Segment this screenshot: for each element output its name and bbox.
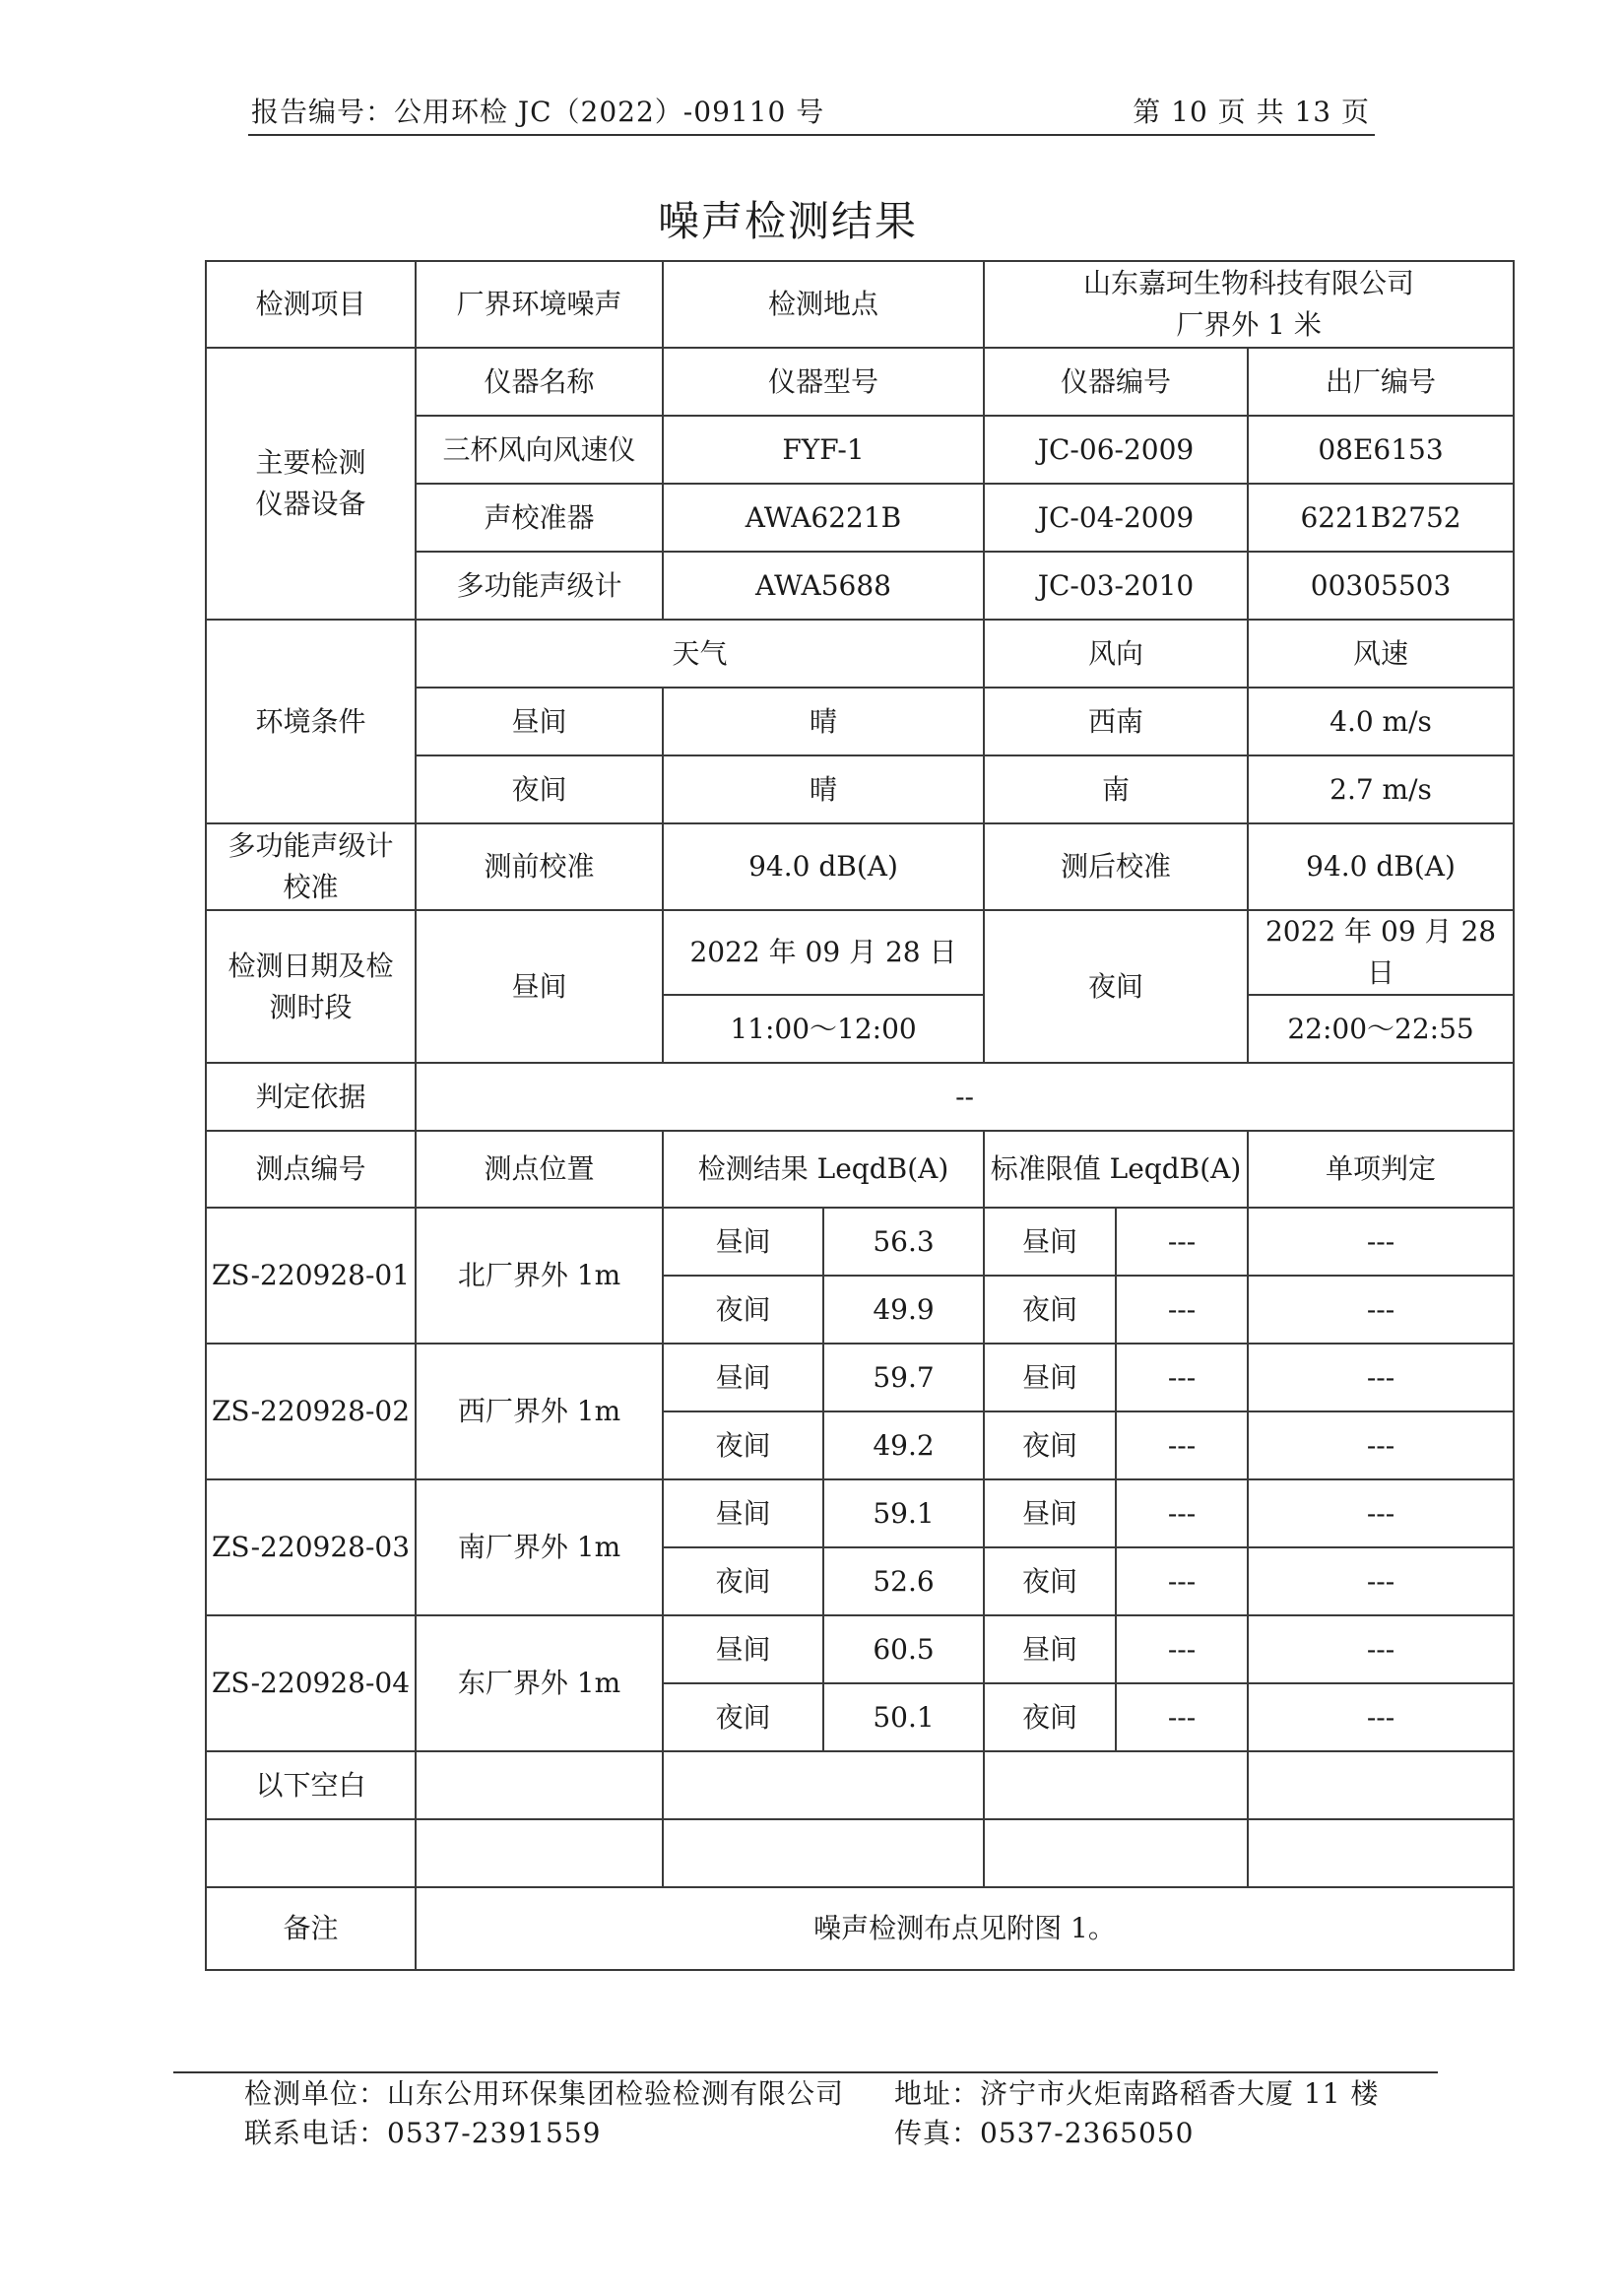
day-date: 2022 年 09 月 28 日: [663, 910, 984, 995]
point-location: 东厂界外 1m: [416, 1615, 663, 1751]
judgment-value: ---: [1248, 1479, 1514, 1547]
blank-cell: [984, 1751, 1248, 1819]
remarks-row: [206, 1887, 1514, 1970]
result-value: 59.7: [823, 1344, 984, 1411]
instruments-label-line1: 主要检测: [255, 446, 366, 479]
limit-value: ---: [1116, 1344, 1248, 1411]
result-value: 52.6: [823, 1547, 984, 1615]
limit-value: ---: [1116, 1547, 1248, 1615]
result-value: 59.1: [823, 1479, 984, 1547]
site-value: [984, 261, 1514, 348]
night-time: 22:00～22:55: [1248, 995, 1514, 1063]
remarks-value: 噪声检测布点见附图 1。: [416, 1887, 1514, 1970]
result-value: 49.9: [823, 1276, 984, 1344]
period-label: 夜间: [663, 1683, 823, 1751]
point-location: 北厂界外 1m: [416, 1208, 663, 1344]
blank-cell: [1248, 1819, 1514, 1887]
blank-row: [206, 1751, 1514, 1819]
instruments-label: [206, 348, 416, 620]
weather-header: 天气: [416, 620, 984, 688]
basis-value: --: [416, 1063, 1514, 1131]
limit-period-label: 夜间: [984, 1276, 1116, 1344]
result-row: [206, 1208, 1514, 1276]
instrument-serial: 00305503: [1248, 552, 1514, 620]
blank-cell: [416, 1819, 663, 1887]
period-label: 夜间: [663, 1547, 823, 1615]
post-calibration-label: 测后校准: [984, 823, 1248, 910]
limit-header: 标准限值 LeqdB(A): [984, 1131, 1248, 1208]
blank-label: 以下空白: [206, 1751, 416, 1819]
judgment-value: ---: [1248, 1615, 1514, 1683]
period-label: 昼间: [663, 1615, 823, 1683]
instrument-header-number: 仪器编号: [984, 348, 1248, 416]
footer-fax: 传真：0537-2365050: [894, 2117, 1195, 2149]
point-id: ZS-220928-03: [206, 1479, 416, 1615]
day-time: 11:00～12:00: [663, 995, 984, 1063]
results-header-row: [206, 1131, 1514, 1208]
limit-period-label: 昼间: [984, 1344, 1116, 1411]
limit-period-label: 昼间: [984, 1615, 1116, 1683]
instrument-number: JC-04-2009: [984, 484, 1248, 552]
instrument-number: JC-03-2010: [984, 552, 1248, 620]
wind-direction-value: 西南: [984, 688, 1248, 755]
calibration-label-line2: 校准: [283, 871, 339, 903]
date-label-line1: 检测日期及检: [227, 949, 394, 982]
point-location: 南厂界外 1m: [416, 1479, 663, 1615]
instrument-serial: 6221B2752: [1248, 484, 1514, 552]
limit-period-label: 夜间: [984, 1547, 1116, 1615]
limit-period-label: 昼间: [984, 1479, 1116, 1547]
weather-value: 晴: [663, 755, 984, 823]
point-id: ZS-220928-02: [206, 1344, 416, 1479]
item-label: 检测项目: [206, 261, 416, 348]
instrument-name: 多功能声级计: [416, 552, 663, 620]
instrument-header-name: 仪器名称: [416, 348, 663, 416]
result-header: 检测结果 LeqdB(A): [663, 1131, 984, 1208]
limit-value: ---: [1116, 1615, 1248, 1683]
instrument-header-serial: 出厂编号: [1248, 348, 1514, 416]
night-date: 2022 年 09 月 28 日: [1248, 910, 1514, 995]
noise-result-table: [205, 260, 1515, 1971]
wind-speed-value: 2.7 m/s: [1248, 755, 1514, 823]
period-label: 昼间: [416, 688, 663, 755]
pre-calibration-label: 测前校准: [416, 823, 663, 910]
result-row: [206, 1344, 1514, 1411]
period-label: 昼间: [663, 1479, 823, 1547]
judgment-value: ---: [1248, 1344, 1514, 1411]
limit-value: ---: [1116, 1208, 1248, 1276]
item-value: 厂界环境噪声: [416, 261, 663, 348]
environment-label: 环境条件: [206, 620, 416, 823]
point-location: 西厂界外 1m: [416, 1344, 663, 1479]
period-label: 夜间: [663, 1411, 823, 1479]
site-value-line1: 山东嘉珂生物科技有限公司: [1083, 267, 1415, 299]
result-value: 49.2: [823, 1411, 984, 1479]
basis-label: 判定依据: [206, 1063, 416, 1131]
calibration-row: [206, 823, 1514, 910]
instrument-header-model: 仪器型号: [663, 348, 984, 416]
weather-value: 晴: [663, 688, 984, 755]
period-label: 夜间: [416, 755, 663, 823]
period-label: 昼间: [663, 1208, 823, 1276]
day-period-label: 昼间: [416, 910, 663, 1063]
limit-value: ---: [1116, 1683, 1248, 1751]
environment-header-row: [206, 620, 1514, 688]
report-number: 报告编号：公用环检 JC（2022）-09110 号: [251, 96, 825, 128]
period-label: 昼间: [663, 1344, 823, 1411]
instrument-name: 三杯风向风速仪: [416, 416, 663, 484]
instrument-model: FYF-1: [663, 416, 984, 484]
limit-period-label: 昼间: [984, 1208, 1116, 1276]
blank-cell: [984, 1819, 1248, 1887]
site-value-line2: 厂界外 1 米: [1176, 308, 1322, 341]
header-rule: [248, 134, 1375, 136]
calibration-label: [206, 823, 416, 910]
blank-cell: [416, 1751, 663, 1819]
post-calibration-value: 94.0 dB(A): [1248, 823, 1514, 910]
judgment-value: ---: [1248, 1547, 1514, 1615]
remarks-label: 备注: [206, 1887, 416, 1970]
result-value: 56.3: [823, 1208, 984, 1276]
page-info: 第 10 页 共 13 页: [1133, 96, 1370, 128]
wind-speed-header: 风速: [1248, 620, 1514, 688]
info-row: [206, 261, 1514, 348]
blank-cell: [663, 1819, 984, 1887]
result-row: [206, 1479, 1514, 1547]
limit-value: ---: [1116, 1411, 1248, 1479]
wind-direction-value: 南: [984, 755, 1248, 823]
judgment-value: ---: [1248, 1683, 1514, 1751]
limit-value: ---: [1116, 1479, 1248, 1547]
wind-speed-value: 4.0 m/s: [1248, 688, 1514, 755]
blank-row: [206, 1819, 1514, 1887]
result-value: 60.5: [823, 1615, 984, 1683]
site-label: 检测地点: [663, 261, 984, 348]
date-label-line2: 测时段: [269, 990, 353, 1023]
point-id: ZS-220928-04: [206, 1615, 416, 1751]
judgment-value: ---: [1248, 1411, 1514, 1479]
limit-period-label: 夜间: [984, 1683, 1116, 1751]
date-label: [206, 910, 416, 1063]
instrument-serial: 08E6153: [1248, 416, 1514, 484]
result-row: [206, 1615, 1514, 1683]
judgment-value: ---: [1248, 1208, 1514, 1276]
period-label: 夜间: [663, 1276, 823, 1344]
judgment-header: 单项判定: [1248, 1131, 1514, 1208]
judgment-value: ---: [1248, 1276, 1514, 1344]
point-id: ZS-220928-01: [206, 1208, 416, 1344]
blank-cell: [1248, 1751, 1514, 1819]
limit-value: ---: [1116, 1276, 1248, 1344]
point-id-header: 测点编号: [206, 1131, 416, 1208]
night-period-label: 夜间: [984, 910, 1248, 1063]
footer-address: 地址：济宁市火炬南路稻香大厦 11 楼: [894, 2077, 1380, 2110]
pre-calibration-value: 94.0 dB(A): [663, 823, 984, 910]
wind-direction-header: 风向: [984, 620, 1248, 688]
instrument-model: AWA6221B: [663, 484, 984, 552]
instruments-label-line2: 仪器设备: [255, 488, 366, 520]
instrument-number: JC-06-2009: [984, 416, 1248, 484]
instrument-name: 声校准器: [416, 484, 663, 552]
blank-cell: [206, 1819, 416, 1887]
result-value: 50.1: [823, 1683, 984, 1751]
page-title: 噪声检测结果: [657, 197, 918, 245]
instrument-header-row: [206, 348, 1514, 416]
calibration-label-line1: 多功能声级计: [227, 829, 394, 862]
blank-cell: [663, 1751, 984, 1819]
limit-period-label: 夜间: [984, 1411, 1116, 1479]
footer-unit: 检测单位：山东公用环保集团检验检测有限公司: [244, 2077, 845, 2110]
instrument-model: AWA5688: [663, 552, 984, 620]
point-location-header: 测点位置: [416, 1131, 663, 1208]
date-row: [206, 910, 1514, 995]
footer-phone: 联系电话：0537-2391559: [244, 2117, 602, 2149]
basis-row: [206, 1063, 1514, 1131]
